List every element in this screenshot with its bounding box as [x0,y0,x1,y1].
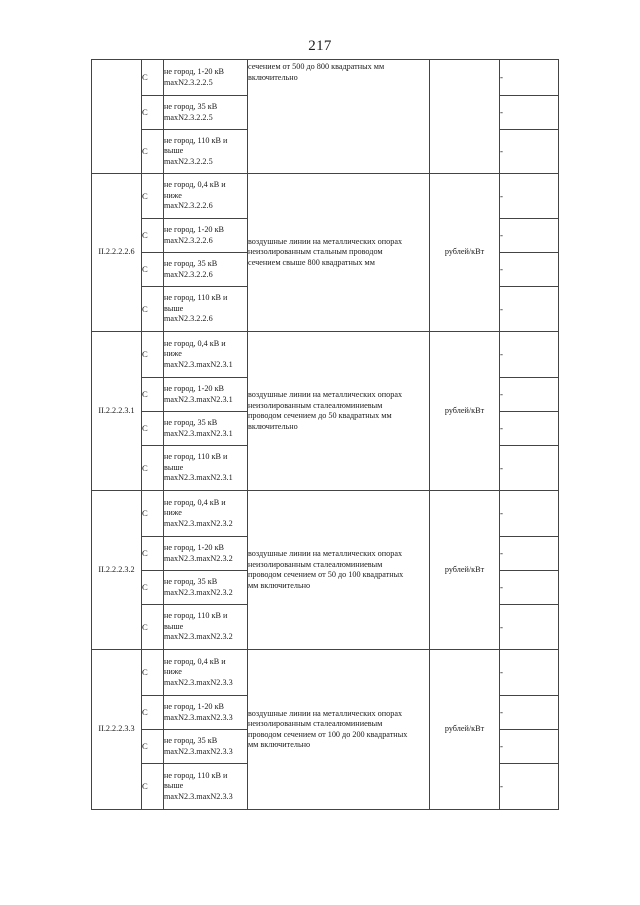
value-cell: - [500,412,559,446]
voltage-cell: не город, 35 кВ maxN2.3.2.2.5 [164,96,248,130]
voltage-cell: не город, 0,4 кВ и ниже maxN2.3.maxN2.3.1 [164,332,248,378]
voltage-cell: не город, 1-20 кВ maxN2.3.2.2.6 [164,219,248,253]
voltage-cell: не город, 0,4 кВ и ниже maxN2.3.maxN2.3.3 [164,650,248,696]
symbol-cell: С [142,130,164,174]
symbol-cell: С [142,730,164,764]
value-cell: - [500,537,559,571]
value-cell: - [500,605,559,650]
voltage-cell: не город, 110 кВ и выше maxN2.3.maxN2.3.2 [164,605,248,650]
voltage-cell: не город, 110 кВ и выше maxN2.3.maxN2.3.1 [164,446,248,491]
value-cell: - [500,696,559,730]
unit-cell: рублей/кВт [430,174,500,332]
value-cell: - [500,378,559,412]
voltage-cell: не город, 110 кВ и выше maxN2.3.2.2.5 [164,130,248,174]
voltage-cell: не город, 0,4 кВ и ниже maxN2.3.maxN2.3.2 [164,491,248,537]
voltage-cell: не город, 35 кВ maxN2.3.maxN2.3.2 [164,571,248,605]
code-cell: II.2.2.2.3.3 [92,650,142,810]
tariff-table [91,59,559,810]
value-cell: - [500,219,559,253]
value-cell: - [500,730,559,764]
value-cell: - [500,332,559,378]
voltage-cell: не город, 110 кВ и выше maxN2.3.2.2.6 [164,287,248,332]
description-cell: сечением от 500 до 800 квадратных мм включительно [248,60,430,174]
code-cell: II.2.2.2.3.1 [92,332,142,491]
value-cell: - [500,96,559,130]
voltage-cell: не город, 1-20 кВ maxN2.3.2.2.5 [164,60,248,96]
value-cell: - [500,764,559,810]
value-cell: - [500,491,559,537]
table-row [92,491,559,537]
value-cell: - [500,253,559,287]
page-number: 217 [308,38,332,54]
symbol-cell: С [142,253,164,287]
symbol-cell: С [142,764,164,810]
value-cell: - [500,446,559,491]
voltage-cell: не город, 1-20 кВ maxN2.3.maxN2.3.3 [164,696,248,730]
unit-cell: рублей/кВт [430,491,500,650]
symbol-cell: С [142,287,164,332]
voltage-cell: не город, 35 кВ maxN2.3.maxN2.3.1 [164,412,248,446]
symbol-cell: С [142,537,164,571]
table-row [92,174,559,219]
value-cell: - [500,174,559,219]
description-cell: воздушные линии на металлических опорах неизолированным сталеалюминиевым проводом сечением от 100 до 200 квадратных мм включительно [248,650,430,810]
unit-cell: рублей/кВт [430,332,500,491]
code-cell-empty [92,60,142,174]
symbol-cell: С [142,650,164,696]
table-row [92,650,559,696]
symbol-cell: С [142,412,164,446]
symbol-cell: С [142,491,164,537]
voltage-cell: не город, 0,4 кВ и ниже maxN2.3.2.2.6 [164,174,248,219]
value-cell: - [500,130,559,174]
value-cell: - [500,650,559,696]
description-cell: воздушные линии на металлических опорах неизолированным сталеалюминиевым проводом сечением до 50 квадратных мм включительно [248,332,430,491]
voltage-cell: не город, 1-20 кВ maxN2.3.maxN2.3.1 [164,378,248,412]
symbol-cell: С [142,378,164,412]
value-cell: - [500,60,559,96]
symbol-cell: С [142,571,164,605]
symbol-cell: С [142,96,164,130]
code-cell: II.2.2.2.2.6 [92,174,142,332]
table-row [92,332,559,378]
code-cell: II.2.2.2.3.2 [92,491,142,650]
table-row [92,60,559,96]
symbol-cell: С [142,219,164,253]
symbol-cell: С [142,174,164,219]
symbol-cell: С [142,332,164,378]
description-cell: воздушные линии на металлических опорах неизолированным сталеалюминиевым проводом сечением от 50 до 100 квадратных мм включительно [248,491,430,650]
voltage-cell: не город, 1-20 кВ maxN2.3.maxN2.3.2 [164,537,248,571]
voltage-cell: не город, 110 кВ и выше maxN2.3.maxN2.3.3 [164,764,248,810]
voltage-cell: не город, 35 кВ maxN2.3.maxN2.3.3 [164,730,248,764]
symbol-cell: С [142,446,164,491]
description-cell: воздушные линии на металлических опорах неизолированным стальным проводом сечением свыше 800 квадратных мм [248,174,430,332]
value-cell: - [500,287,559,332]
symbol-cell: С [142,60,164,96]
symbol-cell: С [142,605,164,650]
unit-cell-empty [430,60,500,174]
voltage-cell: не город, 35 кВ maxN2.3.2.2.6 [164,253,248,287]
value-cell: - [500,571,559,605]
unit-cell: рублей/кВт [430,650,500,810]
symbol-cell: С [142,696,164,730]
